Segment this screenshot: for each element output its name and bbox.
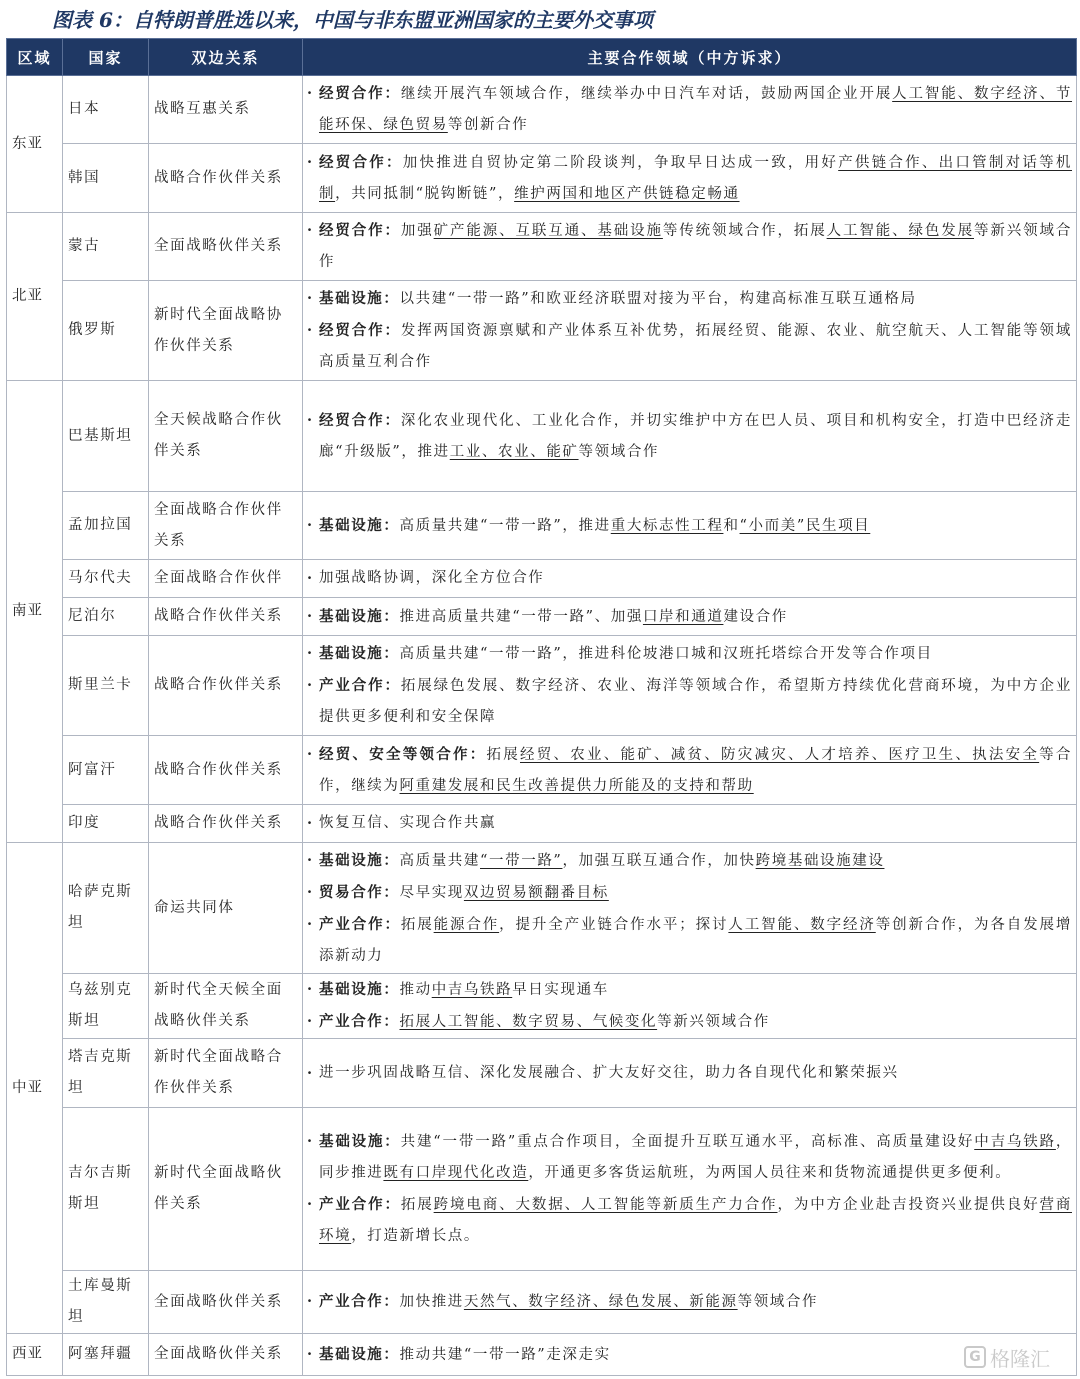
cooperation-text: ，共同抵制“脱钩断链”， bbox=[335, 185, 515, 202]
cooperation-text: 早日实现通车 bbox=[512, 982, 609, 998]
cooperation-text: ，加强互联互通合作，加快 bbox=[562, 852, 756, 869]
table-row bbox=[7, 1334, 1077, 1376]
cooperation-field-label: 基础设施： bbox=[319, 516, 400, 534]
cooperation-field-label: 经贸合作： bbox=[319, 411, 401, 429]
country-cell: 巴基斯坦 bbox=[63, 381, 149, 492]
relation-cell: 战略合作伙伴关系 bbox=[149, 805, 303, 843]
table-row bbox=[7, 76, 1077, 144]
highlighted-text: 中吉乌铁路 bbox=[431, 982, 513, 998]
table-body bbox=[7, 76, 1077, 1376]
cooperation-field-label: 产业合作： bbox=[319, 915, 401, 933]
highlighted-text: “小而美”民生项目 bbox=[739, 517, 871, 534]
cooperation-item bbox=[313, 601, 1072, 633]
cooperation-text: 等领域合作 bbox=[737, 1294, 819, 1310]
cooperation-text: 加强 bbox=[400, 223, 434, 239]
country-cell: 吉尔吉斯斯坦 bbox=[63, 1108, 149, 1271]
cooperation-text: ，同步推进 bbox=[319, 1134, 1072, 1181]
country-cell: 日本 bbox=[63, 76, 149, 144]
cooperation-field-label: 经贸合作： bbox=[319, 153, 403, 171]
highlighted-text: 拓展人工智能、数字贸易、气候变化 bbox=[399, 1014, 658, 1030]
country-cell: 哈萨克斯坦 bbox=[63, 843, 149, 974]
cooperation-text: 拓展 bbox=[400, 916, 434, 933]
watermark-text: 格隆汇 bbox=[990, 1346, 1050, 1371]
cooperation-item bbox=[313, 1058, 1072, 1089]
cooperation-item bbox=[313, 283, 1072, 315]
cooperation-text: 尽早实现 bbox=[399, 884, 464, 901]
highlighted-text: 人工智能、数字经济、节能环保、绿色贸易 bbox=[319, 86, 1073, 133]
header-country: 国家 bbox=[63, 39, 149, 76]
cooperation-cell bbox=[303, 381, 1077, 492]
cooperation-item bbox=[313, 1339, 1072, 1371]
cooperation-item bbox=[313, 405, 1072, 468]
table-row bbox=[7, 560, 1077, 598]
country-cell: 土库曼斯坦 bbox=[63, 1271, 149, 1334]
cooperation-cell bbox=[303, 281, 1077, 381]
country-cell: 塔吉克斯坦 bbox=[63, 1039, 149, 1108]
table-row bbox=[7, 1271, 1077, 1334]
highlighted-text: 跨境电商、大数据、人工智能等新质生产力合作 bbox=[433, 1197, 778, 1213]
cooperation-text: 推动共建“一带一路”走深走实 bbox=[399, 1346, 611, 1363]
cooperation-field-label: 基础设施： bbox=[319, 1133, 401, 1150]
relation-cell: 新时代全面战略协作伙伴关系 bbox=[149, 281, 303, 381]
highlighted-text: 营商环境 bbox=[319, 1197, 1072, 1244]
cooperation-text: 等合作，继续为 bbox=[319, 746, 1073, 794]
cooperation-text: 建设合作 bbox=[723, 608, 788, 625]
cooperation-text: 和 bbox=[723, 517, 740, 534]
highlighted-text: 能源合作 bbox=[433, 916, 500, 933]
relation-cell: 新时代全天候全面战略伙伴关系 bbox=[149, 974, 303, 1039]
header-region: 区域 bbox=[7, 39, 63, 76]
cooperation-cell bbox=[303, 1271, 1077, 1334]
cooperation-item bbox=[313, 215, 1072, 278]
cooperation-text: 等新兴领域合作 bbox=[657, 1014, 770, 1030]
cooperation-item bbox=[313, 510, 1072, 542]
cooperation-item bbox=[313, 877, 1072, 909]
cooperation-item bbox=[313, 909, 1072, 972]
highlighted-text: 中吉乌铁路 bbox=[974, 1134, 1056, 1150]
figure-title: 图表 6：自特朗普胜选以来，中国与非东盟亚洲国家的主要外交事项 bbox=[52, 8, 653, 32]
cooperation-text: 发挥两国资源禀赋和产业体系互补优势，拓展经贸、能源、农业、航空航天、人工智能等领域高质量互利合作 bbox=[319, 323, 1073, 370]
country-cell: 乌兹别克斯坦 bbox=[63, 974, 149, 1039]
table-row bbox=[7, 636, 1077, 736]
diplomacy-table bbox=[6, 38, 1077, 1376]
highlighted-text: 维护两国和地区产供链稳定畅通 bbox=[514, 185, 740, 202]
country-cell: 斯里兰卡 bbox=[63, 636, 149, 736]
country-cell: 马尔代夫 bbox=[63, 560, 149, 598]
cooperation-text: ，打造新增长点。 bbox=[351, 1228, 481, 1244]
cooperation-cell bbox=[303, 636, 1077, 736]
cooperation-text: ，开通更多客货运航班，为两国人员往来和货物流通提供更多便利。 bbox=[528, 1165, 1012, 1181]
region-cell: 南亚 bbox=[7, 381, 63, 843]
cooperation-item bbox=[313, 1006, 1072, 1038]
relation-cell: 全面战略合作伙伴关系 bbox=[149, 492, 303, 560]
cooperation-cell bbox=[303, 1108, 1077, 1271]
highlighted-text: 人工智能、绿色发展 bbox=[826, 223, 974, 239]
cooperation-item bbox=[313, 974, 1072, 1006]
cooperation-item bbox=[313, 739, 1072, 802]
country-cell: 阿富汗 bbox=[63, 736, 149, 805]
country-cell: 蒙古 bbox=[63, 213, 149, 281]
country-cell: 印度 bbox=[63, 805, 149, 843]
cooperation-item bbox=[313, 563, 1072, 594]
highlighted-text: 既有口岸现代化改造 bbox=[383, 1165, 529, 1181]
cooperation-field-label: 产业合作： bbox=[319, 1293, 400, 1310]
highlighted-text: 天然气、数字经济、绿色发展、新能源 bbox=[463, 1294, 738, 1310]
cooperation-text: 恢复互信、实现合作共赢 bbox=[319, 815, 497, 831]
header-relation: 双边关系 bbox=[149, 39, 303, 76]
highlighted-text: 双边贸易额翻番目标 bbox=[463, 884, 609, 901]
table-row bbox=[7, 144, 1077, 213]
cooperation-text: 高质量共建“一带一路”，推进 bbox=[399, 517, 611, 534]
cooperation-cell bbox=[303, 974, 1077, 1039]
cooperation-item bbox=[313, 1286, 1072, 1318]
table-row bbox=[7, 1108, 1077, 1271]
cooperation-text: 高质量共建 bbox=[399, 852, 480, 869]
relation-cell: 全面战略伙伴关系 bbox=[149, 1334, 303, 1376]
highlighted-text: “一带一路” bbox=[480, 852, 563, 869]
cooperation-field-label: 产业合作： bbox=[319, 1196, 401, 1213]
cooperation-cell bbox=[303, 843, 1077, 974]
relation-cell: 全面战略伙伴关系 bbox=[149, 213, 303, 281]
watermark bbox=[964, 1343, 1070, 1371]
highlighted-text: 经贸、农业、能矿、减贫、防灾减灾、人才培养、医疗卫生、执法安全 bbox=[519, 746, 1040, 763]
country-cell: 韩国 bbox=[63, 144, 149, 213]
cooperation-text: 拓展 bbox=[486, 746, 520, 763]
cooperation-text: 拓展 bbox=[400, 1197, 434, 1213]
region-cell: 西亚 bbox=[7, 1334, 63, 1376]
cooperation-text: ，为中方企业赴吉投资兴业提供良好 bbox=[777, 1197, 1040, 1213]
cooperation-text: 等创新合作，为各自发展增添新动力 bbox=[319, 916, 1072, 964]
region-cell: 北亚 bbox=[7, 213, 63, 381]
cooperation-item bbox=[313, 78, 1072, 141]
cooperation-cell bbox=[303, 213, 1077, 281]
cooperation-cell bbox=[303, 805, 1077, 843]
cooperation-text: 共建“一带一路”重点合作项目，全面提升互联互通水平，高标准、高质量建设好 bbox=[400, 1134, 975, 1150]
cooperation-cell bbox=[303, 598, 1077, 636]
cooperation-item bbox=[313, 1189, 1072, 1252]
cooperation-text: 加快推进自贸协定第二阶段谈判，争取早日达成一致，用好 bbox=[402, 154, 839, 171]
table-row bbox=[7, 736, 1077, 805]
cooperation-text: 等创新合作 bbox=[447, 117, 529, 133]
highlighted-text: 口岸和通道 bbox=[642, 608, 724, 625]
highlighted-text: 跨境基础设施建设 bbox=[755, 852, 885, 869]
cooperation-field-label: 基础设施： bbox=[319, 607, 400, 625]
relation-cell: 战略互惠关系 bbox=[149, 76, 303, 144]
cooperation-field-label: 经贸、安全等领合作： bbox=[319, 745, 487, 763]
cooperation-field-label: 基础设施： bbox=[319, 645, 400, 662]
cooperation-text: 推动 bbox=[399, 982, 432, 998]
cooperation-item bbox=[313, 670, 1072, 733]
cooperation-field-label: 经贸合作： bbox=[319, 222, 401, 239]
cooperation-field-label: 产业合作： bbox=[319, 1013, 400, 1030]
header-areas: 主要合作领域（中方诉求） bbox=[303, 39, 1077, 76]
relation-cell: 全面战略伙伴关系 bbox=[149, 1271, 303, 1334]
relation-cell: 全天候战略合作伙伴关系 bbox=[149, 381, 303, 492]
cooperation-text: 进一步巩固战略互信、深化发展融合、扩大友好交往，助力各自现代化和繁荣振兴 bbox=[319, 1064, 899, 1081]
country-cell: 俄罗斯 bbox=[63, 281, 149, 381]
relation-cell: 全面战略合作伙伴 bbox=[149, 560, 303, 598]
header-row bbox=[7, 39, 1077, 76]
cooperation-item bbox=[313, 638, 1072, 670]
relation-cell: 战略合作伙伴关系 bbox=[149, 598, 303, 636]
highlighted-text: 阿重建发展和民生改善提供力所能及的支持和帮助 bbox=[399, 777, 754, 794]
cooperation-text: ，提升全产业链合作水平；探讨 bbox=[499, 916, 729, 933]
cooperation-text: 加强战略协调，深化全方位合作 bbox=[319, 570, 545, 586]
cooperation-cell bbox=[303, 492, 1077, 560]
country-cell: 阿塞拜疆 bbox=[63, 1334, 149, 1376]
cooperation-cell bbox=[303, 76, 1077, 144]
cooperation-text: 等领域合作 bbox=[578, 443, 660, 460]
country-cell: 尼泊尔 bbox=[63, 598, 149, 636]
cooperation-text: 拓展绿色发展、数字经济、农业、海洋等领域合作，希望斯方持续优化营商环境，为中方企业提供更多便利和安全保障 bbox=[319, 678, 1073, 725]
cooperation-field-label: 基础设施： bbox=[319, 290, 400, 307]
cooperation-cell bbox=[303, 144, 1077, 213]
cooperation-item bbox=[313, 845, 1072, 877]
table-row bbox=[7, 381, 1077, 492]
relation-cell: 命运共同体 bbox=[149, 843, 303, 974]
relation-cell: 战略合作伙伴关系 bbox=[149, 736, 303, 805]
cooperation-text: 高质量共建“一带一路”，推进科伦坡港口城和汉班托塔综合开发等合作项目 bbox=[399, 646, 933, 662]
cooperation-text: 推进高质量共建“一带一路”、加强 bbox=[399, 608, 643, 625]
cooperation-item bbox=[313, 315, 1072, 378]
region-cell: 东亚 bbox=[7, 76, 63, 213]
cooperation-field-label: 贸易合作： bbox=[319, 883, 400, 901]
country-cell: 孟加拉国 bbox=[63, 492, 149, 560]
table-row bbox=[7, 805, 1077, 843]
highlighted-text: 矿产能源、互联互通、基础设施 bbox=[433, 223, 663, 239]
cooperation-cell bbox=[303, 1039, 1077, 1108]
highlighted-text: 重大标志性工程 bbox=[610, 517, 724, 534]
region-cell: 中亚 bbox=[7, 843, 63, 1334]
cooperation-text: 等新兴领域合作 bbox=[319, 223, 1072, 270]
table-row bbox=[7, 1039, 1077, 1108]
relation-cell: 新时代全面战略合作伙伴关系 bbox=[149, 1039, 303, 1108]
cooperation-cell bbox=[303, 1334, 1077, 1376]
cooperation-field-label: 基础设施： bbox=[319, 981, 400, 998]
highlighted-text: 工业、农业、能矿 bbox=[449, 443, 579, 460]
relation-cell: 新时代全面战略伙伴关系 bbox=[149, 1108, 303, 1271]
cooperation-cell bbox=[303, 736, 1077, 805]
cooperation-item bbox=[313, 808, 1072, 839]
cooperation-text: 以共建“一带一路”和欧亚经济联盟对接为平台，构建高标准互联互通格局 bbox=[399, 291, 917, 307]
highlighted-text: 人工智能、数字经济 bbox=[728, 916, 876, 933]
cooperation-text: 深化农业现代化、工业化合作，并切实维护中方在巴人员、项目和机构安全，打造中巴经济走廊“升级版”，推进 bbox=[319, 412, 1073, 460]
relation-cell: 战略合作伙伴关系 bbox=[149, 636, 303, 736]
cooperation-text: 继续开展汽车领域合作，继续举办中日汽车对话，鼓励两国企业开展 bbox=[400, 86, 893, 102]
cooperation-field-label: 经贸合作： bbox=[319, 85, 401, 102]
table-row bbox=[7, 213, 1077, 281]
cooperation-item bbox=[313, 1126, 1072, 1189]
cooperation-text: 等传统领域合作，拓展 bbox=[662, 223, 827, 239]
cooperation-field-label: 经贸合作： bbox=[319, 322, 401, 339]
cooperation-item bbox=[313, 147, 1072, 210]
cooperation-text: 加快推进 bbox=[399, 1294, 464, 1310]
relation-cell: 战略合作伙伴关系 bbox=[149, 144, 303, 213]
table-row bbox=[7, 974, 1077, 1039]
watermark-logo-icon: G bbox=[964, 1346, 986, 1368]
table-row bbox=[7, 492, 1077, 560]
table-row bbox=[7, 281, 1077, 381]
table-row bbox=[7, 598, 1077, 636]
highlighted-text: 产供链合作、出口管制对话等机制 bbox=[319, 154, 1073, 202]
cooperation-field-label: 产业合作： bbox=[319, 677, 401, 694]
table-row bbox=[7, 843, 1077, 974]
cooperation-field-label: 基础设施： bbox=[319, 1345, 400, 1363]
cooperation-field-label: 基础设施： bbox=[319, 851, 400, 869]
cooperation-cell bbox=[303, 560, 1077, 598]
